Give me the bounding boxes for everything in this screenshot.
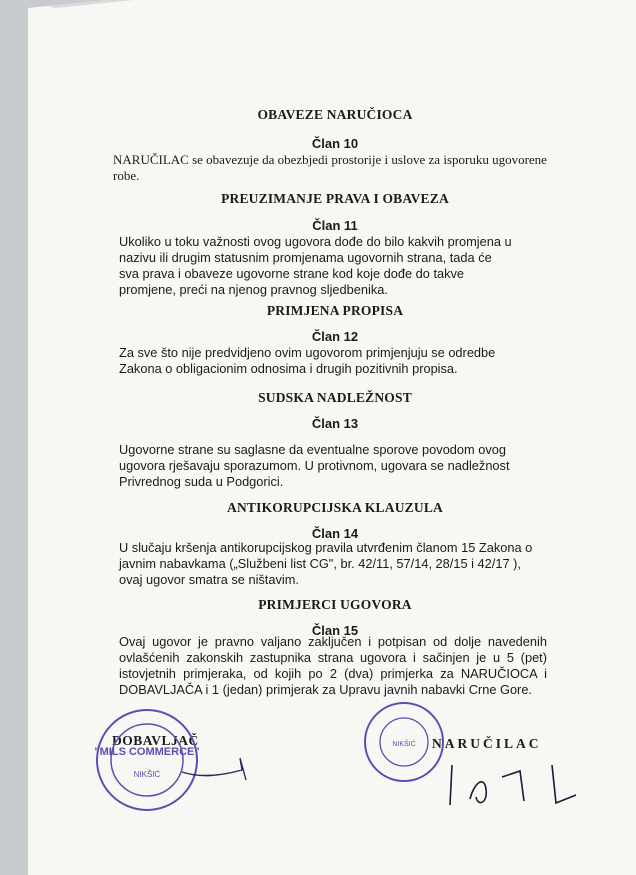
signature-label-dobavljac: DOBAVLJAČ xyxy=(112,733,199,748)
clan-11: Član 11 xyxy=(312,218,358,233)
page-fold xyxy=(28,0,168,60)
section-title-antikorupcijska: ANTIKORUPCIJSKA KLAUZULA xyxy=(227,500,443,515)
clan-11-text: Ukoliko u toku važnosti ovog ugovora dođe do bilo kakvih promjena u nazivu ili drugim statusnim promjenama ugovornih strana, tada će sva prava i obaveze ugovorne strane kod koje dođe do takve promjene, preći na njenog pravnog sljedbenika. xyxy=(119,234,512,297)
clan-14: Član 14 xyxy=(311,526,359,541)
narucilac-stamp-text: NIKŠIĆ xyxy=(392,741,416,748)
clan-15: Član 15 xyxy=(311,623,359,638)
clan-13-text: Ugovorne strane su saglasne da eventualne sporove povodom ovog ugovora rješavaju sporazumom. U protivnom, ugovara se nadležnost Privrednog suda u Podgorici. xyxy=(119,442,510,489)
signature-label-narucilac: NARUČILAC xyxy=(432,736,542,751)
clan-10-text: NARUČILAC se obavezuje da obezbjedi prostorije i uslove za isporuku ugovorene robe. xyxy=(113,152,547,183)
section-title-primjena: PRIMJENA PROPISA xyxy=(266,303,404,318)
stamp-company-name: "MILS COMMERCE" xyxy=(94,746,200,758)
section-title-obaveze: OBAVEZE NARUČIOCA xyxy=(257,107,413,122)
clan-12-text: Za sve što nije predvidjeno ovim ugovorom primjenjuju se odredbe Zakona o obligacionim odnosima i drugih pozitivnih propisa. xyxy=(119,345,496,376)
clan-12: Član 12 xyxy=(311,329,359,344)
clan-14-text: U slučaju kršenja antikorupcijskog pravila utvrđenim članom 15 Zakona o javnim nabavkama („Službeni list CG", br. 42/11, 57/14, 28/15 i 42/17 ), ovaj ugovor smatra se ništavim. xyxy=(119,540,533,587)
section-title-primjerci: PRIMJERCI UGOVORA xyxy=(258,597,412,612)
section-title-preuzimanje: PREUZIMANJE PRAVA I OBAVEZA xyxy=(221,191,449,206)
clan-10: Član 10 xyxy=(311,136,359,151)
section-title-sudska: SUDSKA NADLEŽNOST xyxy=(258,390,412,405)
clan-15-text: Ovaj ugovor je pravno valjano zaključen i potpisan od dolje navedenih ovlašćenih zakonskih zastupnika strana ugovora i sačinjen je u 5 (pet) istovjetnih primjeraka, od kojih po 2 (dva) primjerka za NARUČIOCA i DOBAVLJAČA i 1 (jedan) primjerak za Upravu javnih nabavki Crne Gore. xyxy=(119,634,547,697)
clan-13: Član 13 xyxy=(311,416,359,431)
narucilac-signature xyxy=(440,755,590,815)
stamp-city: NIKŠIĆ xyxy=(133,770,161,779)
dobavljac-signature xyxy=(180,748,260,788)
narucilac-stamp xyxy=(362,700,446,784)
